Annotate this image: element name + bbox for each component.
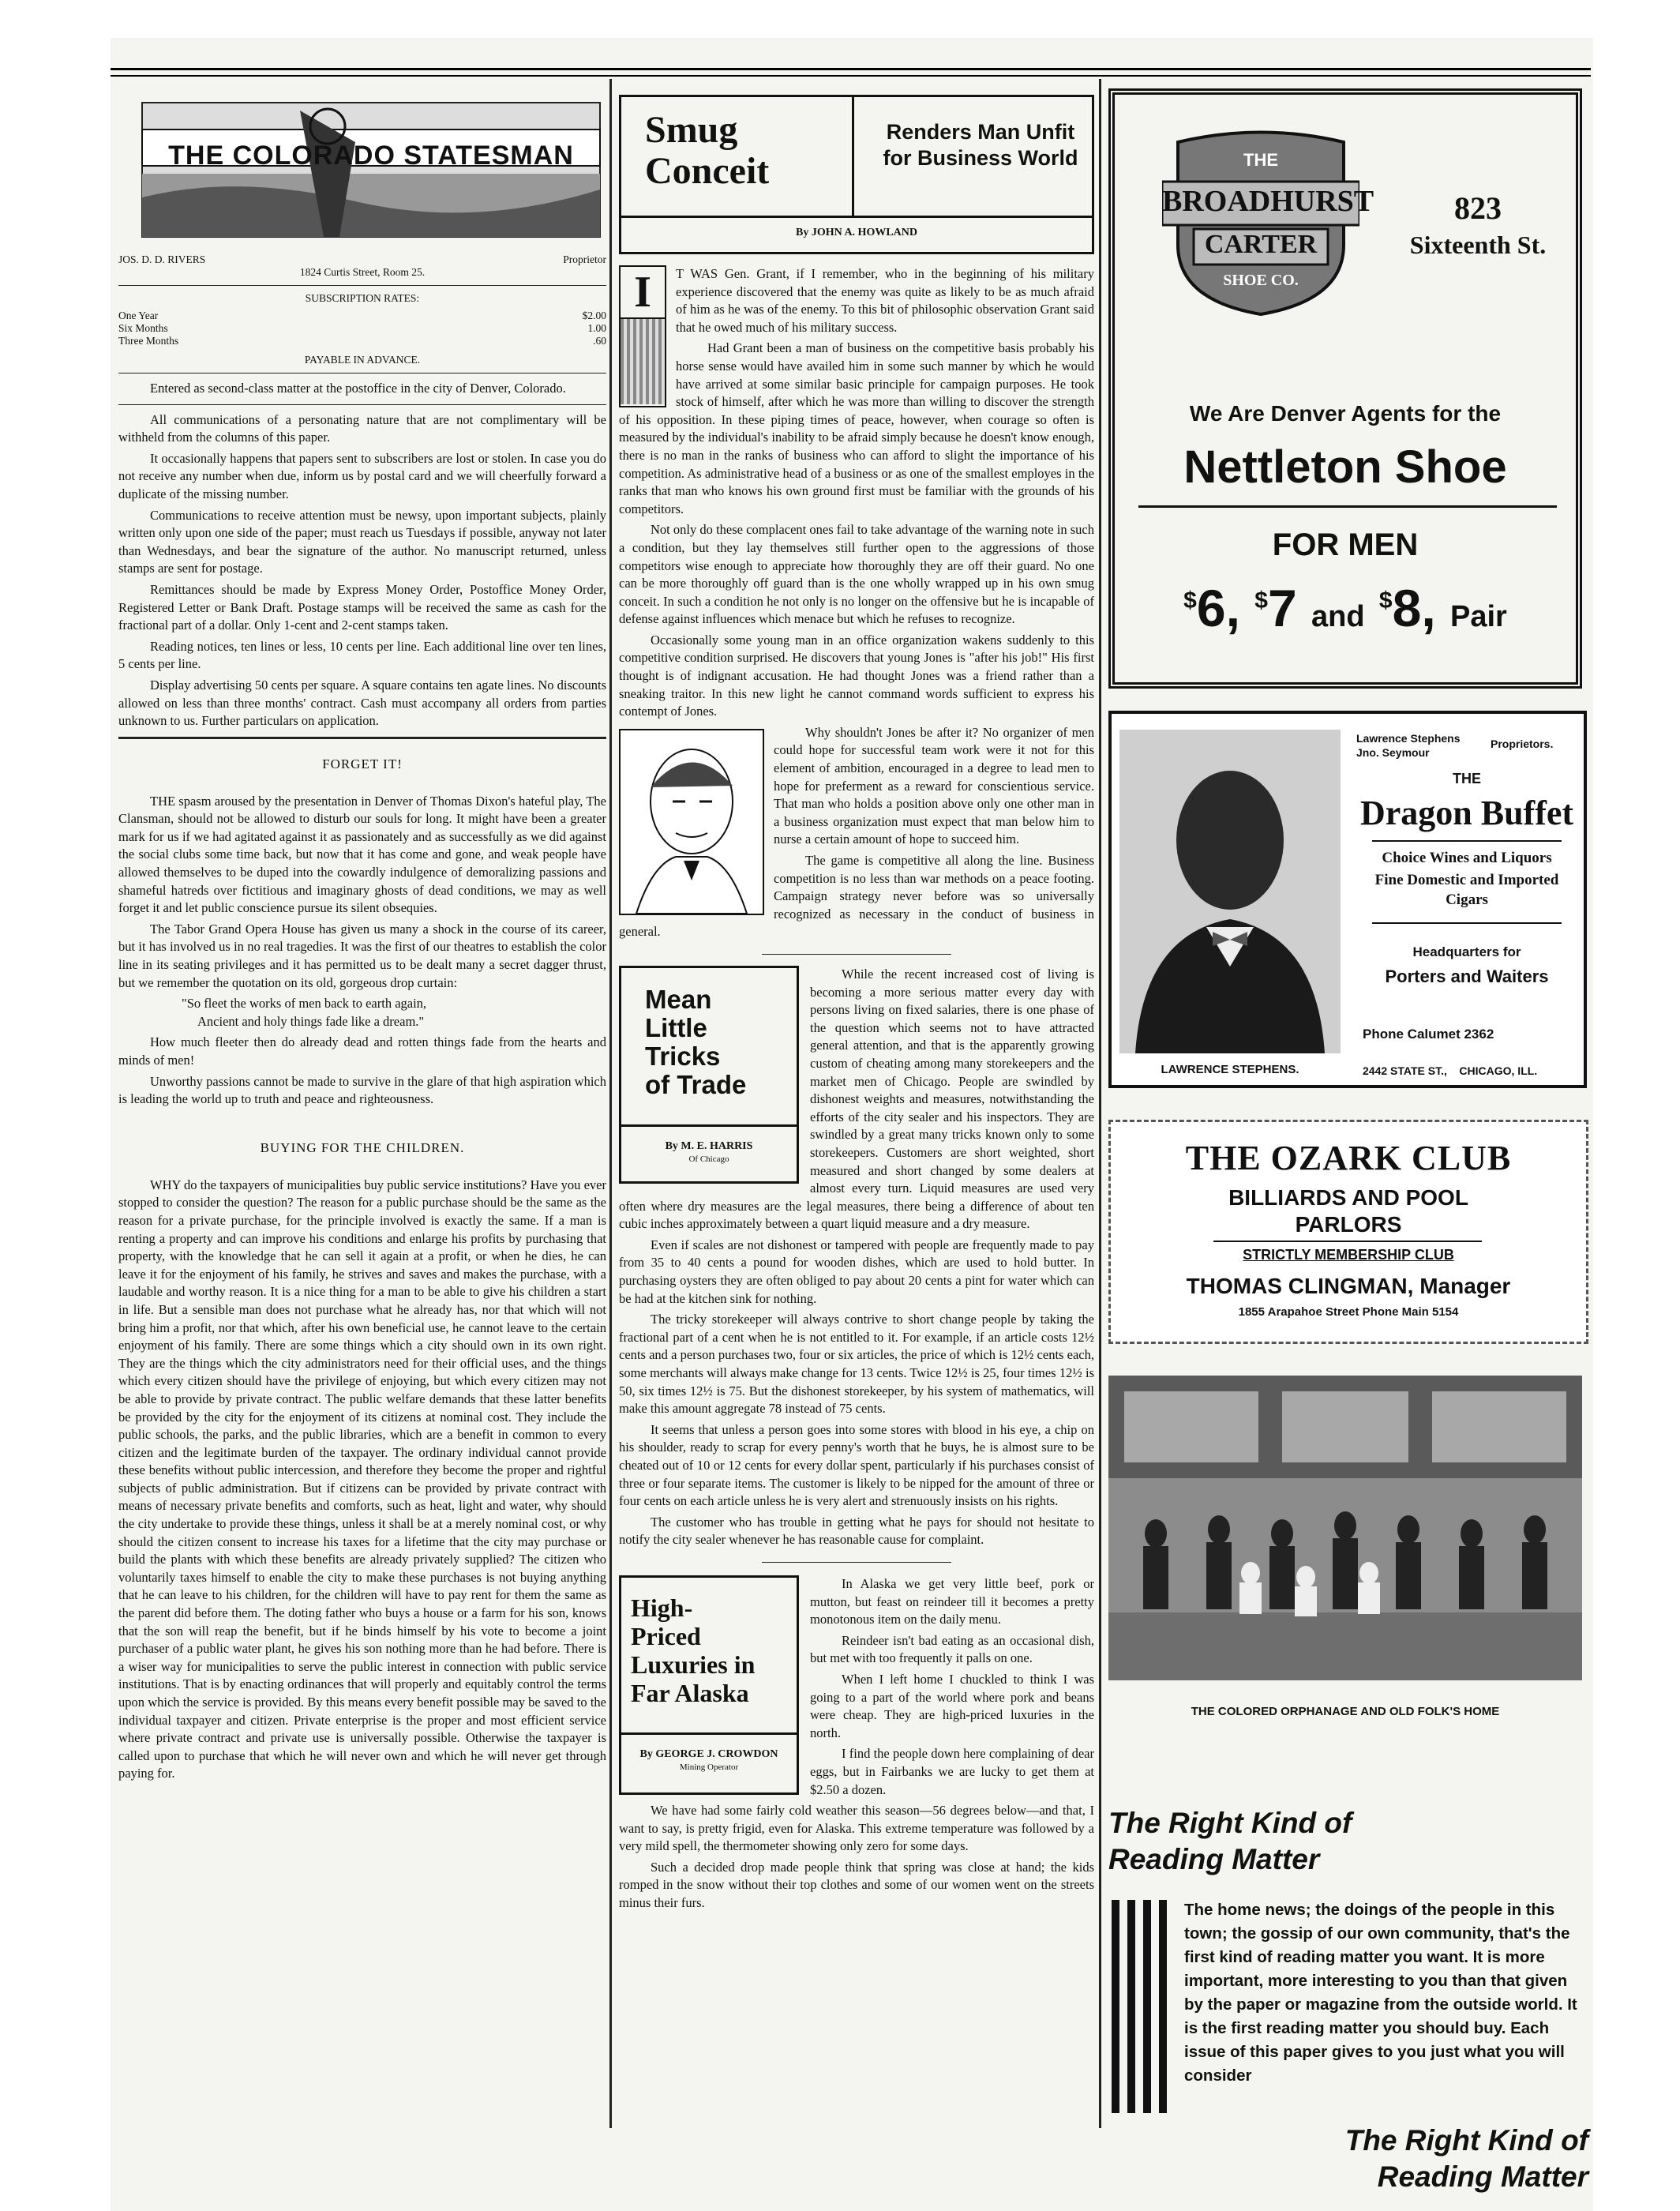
proprietors-label: Proprietors.	[1491, 738, 1554, 750]
shield-carter: CARTER	[1204, 230, 1318, 259]
notice: Entered as second-class matter at the postoffice in the city of Denver, Colorado.	[150, 381, 566, 396]
reading-matter-ad	[1108, 1805, 1592, 2200]
office-address: 1824 Curtis Street, Room 25.	[299, 266, 426, 278]
ozark-phone: Phone Main 5154	[1362, 1305, 1459, 1319]
reading-foot-1: The Right Kind of	[1344, 2124, 1588, 2157]
headquarters: Headquarters for	[1412, 944, 1521, 959]
buying-title: BUYING FOR THE CHILDREN.	[260, 1139, 465, 1155]
article-paragraph: I find the people down here complaining of dear eggs, but in Fairbanks we are lucky to get them at $2.50 a dozen.	[810, 1746, 1094, 1797]
reading-body: The home news; the doings of the people in this town; the gossip of our own community, that's the first kind of reading matter you want. It is more important, more interesting to you than that given by the paper or magazine from the outside world. It is the first reading matter you should buy. Each issue of this paper gives to you just what you will consider	[1184, 1901, 1577, 2085]
article-paragraph: THE spasm aroused by the presentation in Denver of Thomas Dixon's hateful play, The Clansman, should not be allowed to disturb our souls for long. It might have been a greater mark for us if we had agitated against it as passionately and as successfully as we did against the social clubs some time back, but now that it has come and gone, and weak people have allowed themselves to be duped into the cowardly indulgence of demoralizing passions and shameful hatreds over fictitious and imaginary ghosts of dead conditions, we may as well forget it and let public conscience pursue its silent obsequies.	[118, 793, 606, 916]
reading-head: The Right Kind of Reading Matter	[1108, 1807, 1352, 1875]
masthead	[118, 95, 606, 249]
article-paragraph: While the recent increased cost of living is becoming a more serious matter every day with persons living on fixed salaries, there is one phase of the question which seems not to have attracted general attention, and that is the apparently growing custom of cheating among many storekeepers and the market men of Chicago. People are swindled by dishonest weights and measures, notwithstanding the efforts of the city sealer and his inspectors. They are swindled by a great many tricks known only to some storekeepers. Customers are short weighted, short measured and short changed by some dealers at almost every turn. Liquid measures are used very often where dry measures are the legal measures, there being a difference of about ten cubic inches approximately between a quart liquid measure and a dry measure.	[619, 966, 1094, 1232]
article-paragraph: WHY do the taxpayers of municipalities buy public service institutions? Have you ever stopped to consider the question? The reason for a public purchase should be the same as the reason for a private purchase, for the principle involved is exactly the same. If a man is renting a property and can improve his conditions and enlarge his profits by purchasing that property, with the knowledge that he can sell it again at a profit, or when he dies, he can leave it for the enjoyment of his family, he strives and saves and makes the purchase, with a laudable and worthy reason. It is a nice thing for a man to be able to give his children a start in life. But a sensible man does not purchase what he already has, nor that which will not bring him a profit, nor that which, after his own beneficial use, he cannot leave to the certain enjoyment of his family. There are some things which a city should own in its own right. They are the things which the city administrators need for their official uses, and the things which every citizen should have the privilege of enjoying, but which every citizen may not be able to provide by private contract. The public welfare demands that these latter benefits be provided by the city for the enjoyment of its citizens at nominal cost. They include the public schools, the parks, and the public libraries, which are a benefit in common to every citizen and the legitimate burden of the taxpayer. The ordinary individual cannot provide these benefits without public intercession, and therefore they become the proper and rightful subjects of public administration. But if citizens can be provided by private contract with means of necessary private benefits and comforts, such as heat, light and water, why should the city undertake to provide these things, unless it shall be at a merely nominal cost, or why should the citizen consent to increase his taxes for a lifetime that the city may purchase or build the plants with which these benefits are already privately supplied? The citizen who voluntarily taxes himself to enable the city to make these purchases is not buying anything that he can leave to his children, for the children will have to pay rent for them the same as the parent did before them. The doting father who buys a house or a farm for his son, knows that the son will reap the benefit, but if he binds himself by his vote to become a joint purchaser of a public water plant, he gives his son nothing more than he had before. There is a wiser way for municipalities to serve the public interest in connection with public service institutions. That is by enacting ordinances that will properly and equitably control the terms upon which the service is provided. By this means every benefit possible may be saved to the individual taxpayer and citizen. Private enterprise is the proper and most efficient service where private contract and private use is universally possible. Otherwise the taxpayer is called upon to purchase that which he will never own and which he will never get through paying for.	[118, 1177, 606, 1781]
dragon-buffet-ad	[1108, 711, 1587, 1088]
column-rule-1	[609, 79, 612, 2128]
rates-table	[118, 310, 606, 347]
article-paragraph: The game is competitive all along the line. Business competition is no less than war methods on a peace footing. Campaign strategy never before was so universally recognized as necessary in the conduct of business in general.	[619, 853, 1094, 940]
rate-row: Six Months 1.00	[118, 322, 606, 334]
article-paragraph: Unworthy passions cannot be made to survive in the glare of that high aspiration which is leading the world up to truth and peace and righteousness.	[118, 1073, 606, 1107]
article-paragraph: Not only do these complacent ones fail to take advantage of the warning note in such a condition, but they lay themselves still further open to the aggressions of those competitors wise enough to appreciate how thoroughly they are off their guard. No one can be more thoroughly off guard than is the one wholly wrapped up in his own smug conceit. In such a condition he not only is no longer on the offensive but he is incapable of defense against influences which menace but which he refuses to recognize.	[619, 522, 1094, 627]
column-left	[118, 79, 606, 1786]
mean-byline-sub: Of Chicago	[688, 1154, 729, 1164]
shield-broadhurst: BROADHURST	[1162, 185, 1374, 218]
quotation-line: Ancient and holy things fade like a dream."	[197, 1013, 425, 1029]
notice: Communications to receive attention must be newsy, upon important subjects, plainly written only upon one side of the paper; must reach us Tuesdays if possible, anyway not later than Wednesdays, and bear the signature of the author. No manuscript returned, unless stamps are sent for postage.	[118, 507, 606, 576]
mean-header	[619, 966, 799, 1184]
notice: All communications of a personating nature that are not complimentary will be withheld from the columns of this paper.	[118, 411, 606, 445]
article-paragraph: We have had some fairly cold weather this season—56 degrees below—and that, I want to say, is pretty frigid, even for Alaska. This extreme temperature was followed by a very mild spell, the thermometer showing only zero for some days.	[619, 1803, 1094, 1854]
alaska-header	[619, 1575, 799, 1795]
ozark-billiards: BILLIARDS AND POOL	[1228, 1185, 1468, 1210]
orphanage-photo-block	[1108, 1376, 1582, 1810]
lawrence-stephens-photo	[1119, 730, 1341, 1053]
nettleton-brand: Nettleton Shoe	[1183, 441, 1507, 493]
quotation-line: "So fleet the works of men back to earth again,	[182, 996, 427, 1012]
agents-line: We Are Denver Agents for the	[1189, 401, 1502, 426]
rate-row: One Year $2.00	[118, 310, 606, 321]
offer-cigars: Fine Domestic and Imported Cigars	[1374, 872, 1559, 908]
notice: Reading notices, ten lines or less, 10 cents per line. Each additional line over ten lines, 5 cents per line.	[118, 638, 606, 672]
ozark-parlors: PARLORS	[1295, 1212, 1402, 1237]
alaska-title-line: Luxuries in	[631, 1650, 756, 1679]
forget-it-title: FORGET IT!	[322, 756, 403, 771]
left-margin	[0, 0, 111, 2211]
article-paragraph: It seems that unless a person goes into some stores with blood in his eye, a chip on his shoulder, ready to scrap for every penny's worth that he buys, he is almost sure to be cheated out of 10 or 12 cents for every dollar spent, particularly if his purchases consist of three or four separate items. The customer is likely to be nipped for the amount of three or four cents on each article unless he is very alert and strenuously insists on his rights.	[619, 1421, 1094, 1509]
notice: It occasionally happens that papers sent to subscribers are lost or stolen. In case you do not receive any number when due, inform us by postal card and we will cheerfully forward a duplicate of the missing number.	[118, 450, 606, 501]
portrait-sketch	[619, 729, 764, 915]
photo-caption: LAWRENCE STEPHENS.	[1161, 1063, 1299, 1076]
dragon-the: THE	[1453, 771, 1481, 786]
ozark-name: THE OZARK CLUB	[1185, 1139, 1512, 1177]
drop-cap-ornament	[621, 319, 665, 404]
broadhurst-ad	[1108, 88, 1582, 689]
subscription-title: SUBSCRIPTION RATES:	[305, 292, 420, 304]
top-rule	[111, 68, 1591, 77]
store-street: Sixteenth St.	[1409, 231, 1547, 259]
top-margin	[0, 0, 1680, 38]
proprietor-1: Lawrence Stephens	[1356, 732, 1461, 745]
smug-byline: By JOHN A. HOWLAND	[795, 227, 917, 238]
column-rule-2	[1099, 79, 1101, 2128]
article-paragraph: Occasionally some young man in an office organization wakens suddenly to this competitive condition surprised. He discovers that young Jones is "after his job!" His first thought is of indignant accusation. He had thought Jones was a friend rather than a sneaking traitor. In this new light he cannot command words sufficient to express his contempt of Jones.	[619, 632, 1094, 719]
smug-body	[619, 265, 1094, 944]
proprietor-2: Jno. Seymour	[1356, 746, 1430, 759]
price-8: 8	[1392, 579, 1422, 637]
drop-cap	[619, 265, 666, 407]
smug-title-1: Smug	[645, 109, 738, 151]
payable-note: PAYABLE IN ADVANCE.	[304, 354, 421, 366]
rate-row: Three Months .60	[118, 335, 606, 347]
proprietor-line	[118, 253, 606, 266]
alaska-title-line: High-	[631, 1593, 693, 1622]
shield-the: THE	[1243, 150, 1278, 170]
mean-byline: By M. E. HARRIS	[665, 1139, 753, 1152]
ozark-manager: THOMAS CLINGMAN, Manager	[1186, 1274, 1511, 1298]
ozark-membership: STRICTLY MEMBERSHIP CLUB	[1243, 1247, 1454, 1263]
mean-body	[619, 966, 1094, 1552]
shield-shoe-co: SHOE CO.	[1223, 272, 1299, 289]
and-word: and	[1311, 600, 1365, 633]
smug-subtitle: Renders Man Unfit for Business World	[883, 120, 1078, 170]
for-men: FOR MEN	[1272, 527, 1419, 562]
notice: Display advertising 50 cents per square. A square contains ten agate lines. No discounts allowed on less than three months' contract. Cash must accompany all orders from parties unknown to us. Further particulars on application.	[118, 677, 606, 729]
dragon-phone: Phone Calumet 2362	[1363, 1027, 1494, 1042]
reading-bars-ornament	[1108, 1900, 1172, 2113]
masthead-title: THE COLORADO STATESMAN	[168, 141, 574, 171]
proprietor-label: Proprietor	[563, 253, 606, 265]
ozark-club-ad	[1108, 1120, 1588, 1344]
orphanage-caption: THE COLORED ORPHANAGE AND OLD FOLK'S HOME	[1191, 1705, 1500, 1718]
publisher-notices	[118, 380, 606, 730]
article-paragraph: When I left home I chuckled to think I was going to a part of the world where pork and beans were cheap. They are high-priced luxuries in the north.	[810, 1671, 1094, 1740]
smug-header	[619, 95, 1094, 254]
dragon-buffet-name: Dragon Buffet	[1359, 794, 1574, 832]
article-paragraph: The Tabor Grand Opera House has given us many a shock in the course of its career, but it has involved us in no real tragedies. It was the first of our theatres to establish the color line in its seating privileges and it has permitted us to be dealt many a secret dagger thrust, but we remember the quotation on its old, gorgeous drop curtain:	[118, 921, 606, 990]
store-number: 823	[1454, 190, 1502, 226]
article-paragraph: Even if scales are not dishonest or tampered with people are frequently made to pay from 35 to 40 cents a pound for wooden dishes, which are used to hold butter. In purchasing oysters they are often obliged to pay about 20 cents a pint for water which can be had at the kitchen sink for nothing.	[619, 1237, 1094, 1306]
article-paragraph: Reindeer isn't bad eating as an occasional dish, but met with too frequently it palls on one.	[810, 1632, 1094, 1666]
alaska-byline: By GEORGE J. CROWDON	[639, 1747, 778, 1760]
mean-title-line: Mean	[645, 984, 712, 1014]
dragon-address: 2442 STATE ST., CHICAGO, ILL.	[1363, 1064, 1538, 1077]
porters-waiters: Porters and Waiters	[1385, 967, 1549, 986]
alaska-body	[619, 1575, 1094, 1913]
article-paragraph: How much fleeter then do already dead and rotten things fade from the hearts and minds of men!	[118, 1034, 606, 1068]
pair-word: Pair	[1450, 600, 1507, 633]
article-paragraph: Why shouldn't Jones be after it? No organizer of men could hope for successful team work were it not for this element of ambition, encouraged in a degree to lead men to hope for preferment as a reward for conscientious service. That man who holds a position above only one other man in a business organization must expect that man below him to nurse a certain amount of hope to succeed him.	[774, 724, 1094, 847]
reading-foot-2: Reading Matter	[1377, 2160, 1588, 2193]
mean-title-line: Little	[645, 1012, 707, 1042]
article-paragraph: In Alaska we get very little beef, pork or mutton, but feast on reindeer till it becomes a pretty monotonous item on the daily menu.	[810, 1575, 1094, 1627]
article-paragraph: Had Grant been a man of business on the competitive basis probably his horse sense would have availed him in some such manner by which he would have arrived at some similar basic principle for campaign purposes. He took stock of himself, after which he was more than willing to discover the strength of his opposition. In these piping times of peace, however, when courage so often is measured by the individual's inability to be afraid simply because he doesn't know enough, there is no man in the ranks of business who can afford to slight the importance of his competition. As administrative head of a business or as one of the smallest employes in the ranks that man who knows his own ground first must be familiar with the grounds of his competitors.	[619, 340, 1094, 516]
alaska-title-line: Priced	[631, 1621, 701, 1650]
smug-title-2: Conceit	[645, 150, 770, 192]
article-paragraph: The customer who has trouble in getting what he pays for should not hesitate to notify the city sealer whenever he has reasonable cause for complaint.	[619, 1514, 1094, 1548]
alaska-title-line: Far Alaska	[631, 1678, 749, 1707]
ozark-address: 1855 Arapahoe Street	[1238, 1305, 1359, 1319]
mean-title-line: Tricks	[645, 1041, 721, 1071]
prices: $6, $7 and $8, Pair	[1183, 579, 1507, 637]
alaska-byline-sub: Mining Operator	[679, 1762, 739, 1772]
orphanage-photo	[1108, 1376, 1582, 1680]
notice: Remittances should be made by Express Money Order, Postoffice Money Order, Registered Letter or Bank Draft. Postage stamps will be received the same as cash for the fractional part of a dollar. Only 1-cent and 2-cent stamps taken.	[118, 581, 606, 633]
offer-wines: Choice Wines and Liquors	[1382, 850, 1552, 866]
price-7: 7	[1267, 579, 1297, 637]
mean-title-line: of Trade	[645, 1069, 747, 1099]
article-paragraph: Such a decided drop made people think that spring was close at hand; the kids romped in the snow without their top clothes and some of our women went on the streets minus their furs.	[619, 1859, 1094, 1911]
drop-cap-letter: I	[621, 267, 665, 319]
proprietor-name: JOS. D. D. RIVERS	[118, 253, 206, 265]
column-middle	[619, 79, 1094, 1916]
article-paragraph: The tricky storekeeper will always contrive to short change people by taking the fractional part of a cent when he is not entitled to it. For example, if an article costs 12½ cents and a person purchases two, four or six articles, the price of which is 12½ cents each, some merchants will always make change for 13 cents. Twice 12½ is 25, four times 12½ is 50, six times 12½ is 75. But the dishonest storekeeper, by his system of mathematics, will make this amount aggregate 78 instead of 75 cents.	[619, 1312, 1094, 1417]
price-6: 6	[1196, 579, 1226, 637]
article-paragraph: T WAS Gen. Grant, if I remember, who in the beginning of his military experience discovered that the enemy was quite as likely to be as much afraid of him as he was of the enemy. To this bit of philosophic observation Grant said that he owed much of his military success.	[676, 266, 1094, 335]
right-margin	[1593, 0, 1680, 2211]
